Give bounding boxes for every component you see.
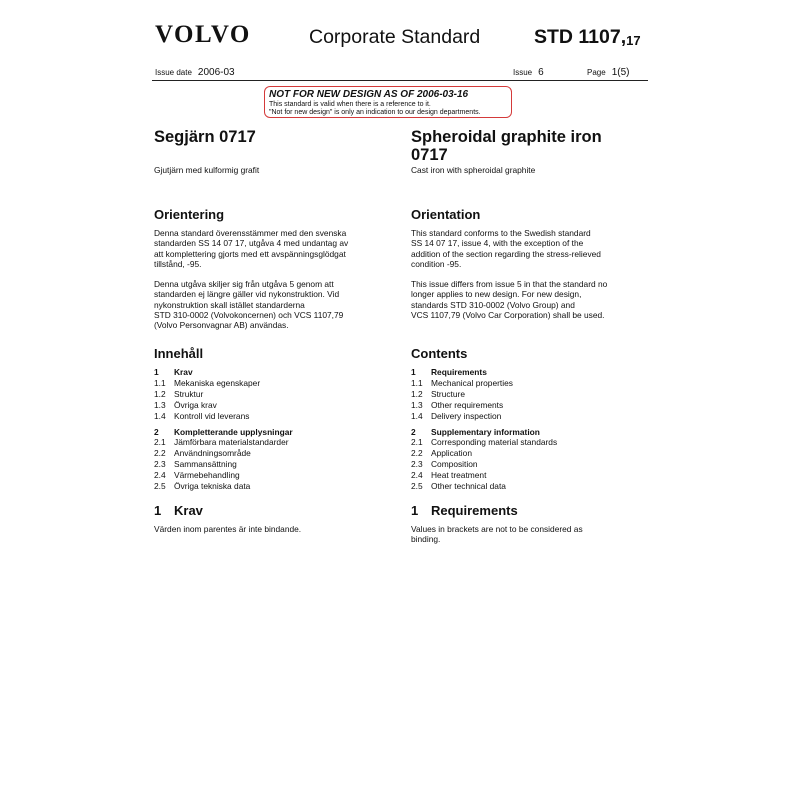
toc-number: 2	[411, 426, 416, 437]
section-number: 1	[154, 503, 162, 518]
toc-number: 2.4	[154, 470, 166, 481]
text-line: att komplettering gjorts med ett avspänningsglödgat	[154, 248, 346, 259]
volvo-logo: VOLVO	[155, 21, 251, 48]
issue-value: 6	[538, 67, 544, 78]
toc-text: Requirements	[431, 367, 487, 377]
toc-text: Krav	[174, 367, 193, 377]
toc-item	[411, 427, 636, 438]
section-number: 1	[411, 503, 419, 518]
text-line: standarden SS 14 07 17, utgåva 4 med undantag av	[154, 238, 349, 249]
toc-text: Kompletterande upplysningar	[174, 426, 293, 437]
toc-text: Sammansättning	[174, 459, 237, 470]
toc-text: Mechanical properties	[431, 377, 513, 388]
issue-date	[155, 68, 235, 78]
toc-text: Jämförbara materialstandarder	[174, 437, 289, 448]
toc-item	[411, 378, 636, 389]
title-line: 0717	[411, 146, 448, 164]
toc-text: Struktur	[174, 388, 204, 399]
toc-item	[154, 400, 379, 411]
toc-text: Övriga krav	[174, 399, 217, 410]
toc-text: Corresponding material standards	[431, 437, 558, 448]
toc-text: Structure	[431, 388, 465, 399]
standard-number	[534, 26, 641, 50]
heading-section-1-swedish	[154, 503, 379, 518]
text-line: This issue differs from issue 5 in that the standard no	[411, 279, 608, 289]
standard-number-suffix: 17	[626, 33, 641, 48]
toc-text: Delivery inspection	[431, 410, 502, 421]
toc-text: Kontroll vid leverans	[174, 410, 250, 421]
toc-item	[411, 389, 636, 400]
toc-item	[154, 389, 379, 400]
text-line: binding.	[411, 534, 441, 545]
section-title: Requirements	[431, 503, 518, 518]
issue-date-label: Issue date	[155, 68, 192, 77]
toc-item	[411, 481, 636, 492]
heading-contents: Contents	[411, 346, 468, 361]
toc-item	[411, 400, 636, 411]
text-line: nykonstruktion skall istället standarderna	[154, 299, 305, 310]
toc-number: 2.2	[154, 448, 166, 459]
toc-number: 1.2	[411, 388, 423, 399]
issue-number	[513, 68, 544, 78]
toc-number: 1.4	[154, 410, 166, 421]
section-title: Krav	[174, 503, 203, 518]
subtitle-english: Cast iron with spheroidal graphite	[411, 165, 536, 175]
subtitle-swedish: Gjutjärn med kulformig grafit	[154, 165, 260, 175]
toc-item	[411, 411, 636, 422]
toc-item	[154, 470, 379, 481]
heading-orientering: Orientering	[154, 207, 225, 222]
table-of-contents-english	[411, 367, 636, 492]
toc-number: 2.3	[154, 459, 166, 470]
toc-item	[154, 481, 379, 492]
text-line: standards STD 310-0002 (Volvo Group) and	[411, 299, 575, 310]
text-line: SS 14 07 17, issue 4, with the exception of the	[411, 238, 584, 249]
toc-number: 1.1	[411, 377, 423, 388]
toc-number: 1.3	[154, 399, 166, 410]
text-line: addition of the section regarding the stress-relieved	[411, 248, 601, 259]
not-for-new-design-notice	[264, 86, 512, 118]
toc-text: Composition	[431, 459, 478, 470]
toc-number: 1.2	[154, 388, 166, 399]
toc-number: 1.1	[154, 377, 166, 388]
toc-item	[411, 437, 636, 448]
text-line: tillstånd, -95.	[154, 258, 202, 269]
toc-number: 1	[411, 367, 416, 377]
paragraph-orientering-1	[154, 228, 379, 269]
text-line: standarden ej längre gäller vid nykonstruktion. Vid	[154, 289, 340, 300]
toc-text: Heat treatment	[431, 470, 487, 481]
toc-text: Värmebehandling	[174, 470, 240, 481]
toc-number: 1.4	[411, 410, 423, 421]
toc-item	[154, 378, 379, 389]
text-line: Values in brackets are not to be considered as	[411, 524, 583, 534]
toc-item	[154, 437, 379, 448]
toc-item	[411, 367, 636, 378]
toc-number: 2.5	[154, 481, 166, 492]
text-line: longer applies to new design. For new design,	[411, 289, 582, 300]
title-swedish: Segjärn 0717	[154, 128, 256, 146]
text-line: VCS 1107,79 (Volvo Car Corporation) shall be used.	[411, 309, 605, 320]
toc-number: 2.1	[154, 437, 166, 448]
toc-number: 2.5	[411, 481, 423, 492]
toc-item	[154, 367, 379, 378]
heading-section-1-english	[411, 503, 636, 518]
paragraph-requirements	[411, 524, 636, 545]
text-line: This standard conforms to the Swedish standard	[411, 228, 591, 238]
toc-text: Other requirements	[431, 399, 504, 410]
text-line: STD 310-0002 (Volvokoncernen) och VCS 1107,79	[154, 309, 344, 320]
toc-text: Other technical data	[431, 481, 506, 492]
title-line: Spheroidal graphite iron	[411, 128, 602, 146]
text-line: Värden inom parentes är inte bindande.	[154, 524, 302, 534]
toc-number: 1.3	[411, 399, 423, 410]
text-line: Denna utgåva skiljer sig från utgåva 5 genom att	[154, 279, 334, 289]
toc-number: 2	[154, 426, 159, 437]
text-line: condition -95.	[411, 258, 462, 269]
toc-number: 2.4	[411, 470, 423, 481]
notice-line: This standard is valid when there is a reference to it.	[269, 101, 431, 108]
paragraph-krav	[154, 524, 379, 534]
toc-item	[411, 470, 636, 481]
paragraph-orientation-1	[411, 228, 636, 269]
page-value: 1(5)	[611, 67, 630, 78]
heading-innehall: Innehåll	[154, 346, 204, 361]
text-line: Denna standard överensstämmer med den svenska	[154, 228, 347, 238]
toc-text: Application	[431, 448, 472, 459]
table-of-contents-swedish	[154, 367, 379, 492]
page-number	[587, 68, 629, 78]
heading-orientation: Orientation	[411, 207, 481, 222]
toc-text: Mekaniska egenskaper	[174, 377, 261, 388]
text-line: (Volvo Personvagnar AB) användas.	[154, 320, 289, 331]
document-type: Corporate Standard	[309, 26, 481, 48]
toc-item	[154, 448, 379, 459]
toc-item	[411, 459, 636, 470]
toc-item	[154, 459, 379, 470]
toc-item	[154, 427, 379, 438]
toc-number: 1	[154, 367, 159, 377]
toc-item	[154, 411, 379, 422]
issue-label: Issue	[513, 68, 533, 77]
toc-number: 2.3	[411, 459, 423, 470]
paragraph-orientering-2	[154, 279, 379, 330]
header-divider	[152, 80, 648, 81]
toc-text: Övriga tekniska data	[174, 481, 251, 492]
title-english	[411, 128, 636, 164]
issue-date-value: 2006-03	[197, 67, 235, 78]
standard-number-main: STD 1107,	[534, 26, 627, 48]
toc-text: Supplementary information	[431, 426, 540, 437]
notice-line: "Not for new design" is only an indication to our design departments.	[269, 109, 481, 116]
toc-item	[411, 448, 636, 459]
notice-heading: NOT FOR NEW DESIGN AS OF 2006-03-16	[269, 89, 469, 100]
toc-number: 2.2	[411, 448, 423, 459]
page-label: Page	[587, 68, 606, 77]
paragraph-orientation-2	[411, 279, 636, 320]
toc-number: 2.1	[411, 437, 423, 448]
toc-text: Användningsområde	[174, 448, 251, 459]
